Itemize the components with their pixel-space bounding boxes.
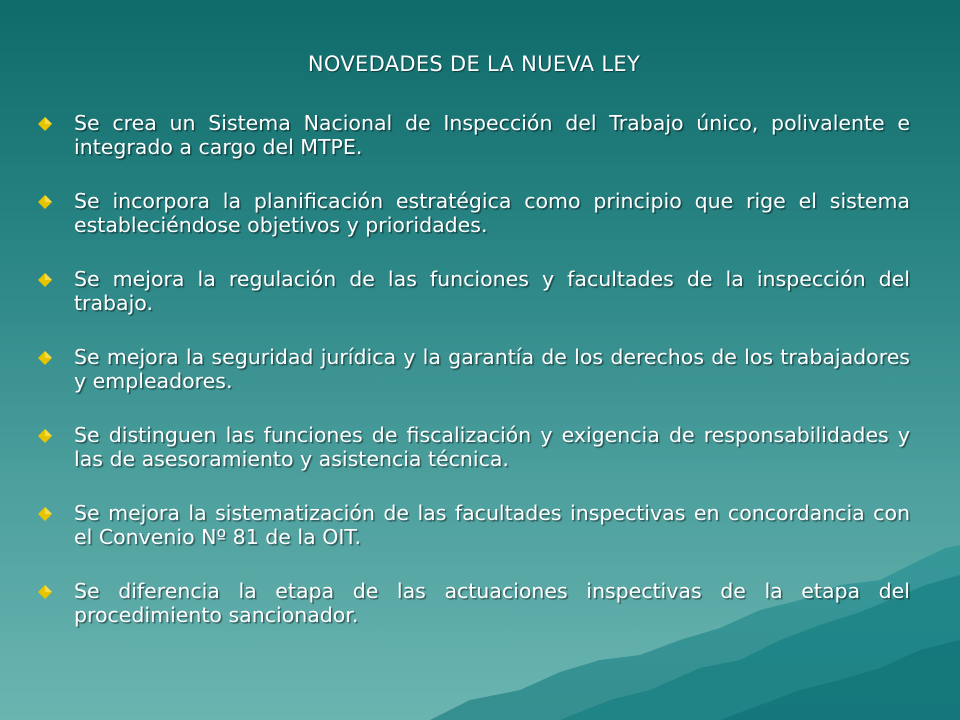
diamond-icon xyxy=(38,585,52,599)
bullet-item xyxy=(38,111,910,159)
bullet-item xyxy=(38,189,910,237)
bullet-list xyxy=(38,111,910,657)
diamond-icon xyxy=(38,429,52,443)
slide-title: NOVEDADES DE LA NUEVA LEY xyxy=(307,52,641,76)
diamond-icon xyxy=(38,117,52,131)
bullet-item xyxy=(38,579,910,627)
bullet-item xyxy=(38,267,910,315)
bullet-text: Se diferencia la etapa de las actuaciones inspectivas de la etapa del procedimiento sancionador. xyxy=(74,579,910,627)
bullet-text: Se distinguen las funciones de fiscalización y exigencia de responsabilidades y las de asesoramiento y asistencia técnica. xyxy=(74,423,910,471)
bullet-text: Se mejora la sistematización de las facultades inspectivas en concordancia con el Convenio Nº 81 de la OIT. xyxy=(74,501,910,549)
bullet-text: Se mejora la seguridad jurídica y la garantía de los derechos de los trabajadores y empleadores. xyxy=(74,345,910,393)
bullet-text: Se crea un Sistema Nacional de Inspección del Trabajo único, polivalente e integrado a cargo del MTPE. xyxy=(74,111,910,159)
diamond-icon xyxy=(38,195,52,209)
diamond-icon xyxy=(38,351,52,365)
bullet-text: Se incorpora la planificación estratégica como principio que rige el sistema estableciéndose objetivos y prioridades. xyxy=(74,189,910,237)
diamond-icon xyxy=(38,273,52,287)
bullet-text: Se mejora la regulación de las funciones y facultades de la inspección del trabajo. xyxy=(74,267,910,315)
bullet-item xyxy=(38,501,910,549)
bullet-item xyxy=(38,345,910,393)
diamond-icon xyxy=(38,507,52,521)
bullet-item xyxy=(38,423,910,471)
